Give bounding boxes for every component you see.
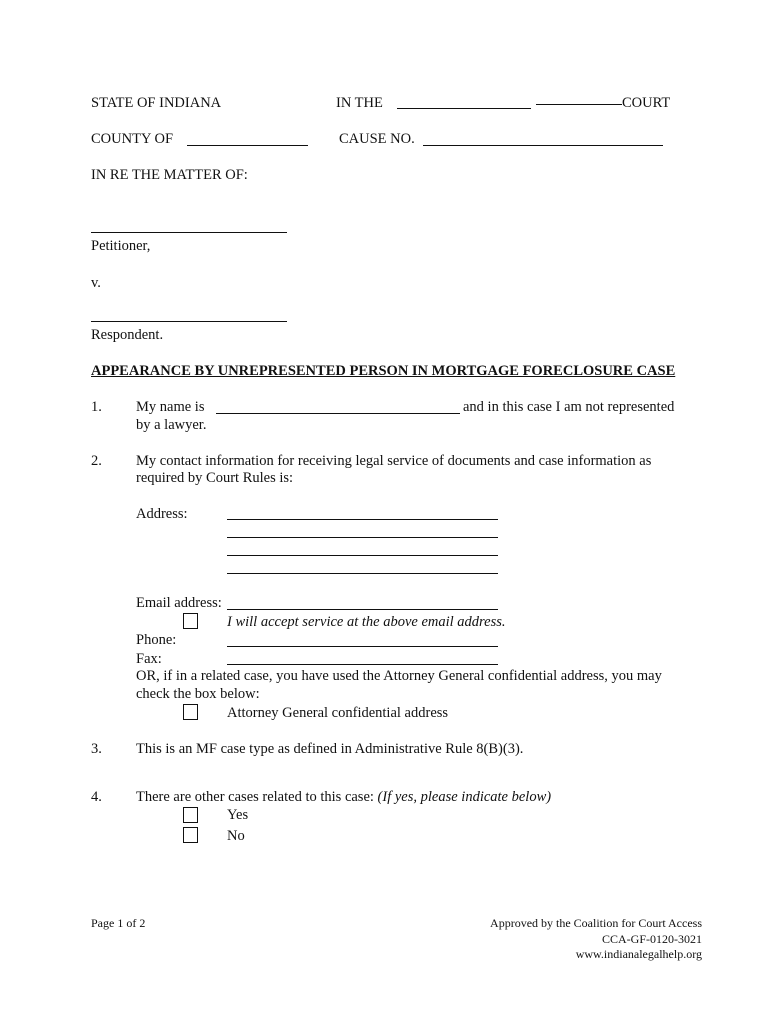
county-field[interactable] [187, 145, 308, 146]
court-name-field[interactable] [397, 108, 531, 109]
form-number: CCA-GF-0120-3021 [601, 932, 702, 946]
item-1-number: 1. [91, 399, 102, 415]
address-line-2-field[interactable] [227, 537, 498, 538]
item-4-question: There are other cases related to this case: [136, 789, 374, 805]
in-the-label: IN THE [336, 95, 383, 111]
address-line-4-field[interactable] [227, 573, 498, 574]
versus-label: v. [91, 275, 101, 291]
court-type-field[interactable] [536, 104, 622, 105]
item-1-text-c: by a lawyer. [136, 417, 207, 433]
item-1-text-a: My name is [136, 399, 205, 415]
item-2-line-2: required by Court Rules is: [136, 470, 294, 486]
item-3-number: 3. [91, 741, 102, 757]
county-label: COUNTY OF [91, 131, 174, 147]
ag-address-checkbox[interactable] [183, 704, 198, 720]
phone-field[interactable] [227, 646, 498, 647]
yes-checkbox[interactable] [183, 807, 198, 823]
accept-email-checkbox[interactable] [183, 613, 198, 629]
in-re-label: IN RE THE MATTER OF: [91, 167, 248, 183]
approved-by: Approved by the Coalition for Court Access [490, 916, 702, 930]
website-link[interactable]: www.indianalegalhelp.org [575, 947, 702, 961]
fax-label: Fax: [136, 651, 162, 667]
email-field[interactable] [227, 609, 498, 610]
ag-address-label: Attorney General confidential address [227, 705, 449, 721]
or-text-line-2: check the box below: [136, 686, 260, 702]
petitioner-label: Petitioner, [91, 238, 151, 254]
court-label: COURT [622, 95, 671, 111]
address-line-3-field[interactable] [227, 555, 498, 556]
item-2-line-1: My contact information for receiving legal service of documents and case information as [136, 453, 652, 469]
fax-field[interactable] [227, 664, 498, 665]
petitioner-name-field[interactable] [91, 232, 287, 233]
state-label: STATE OF INDIANA [91, 95, 222, 111]
item-2-number: 2. [91, 453, 102, 469]
address-label: Address: [136, 506, 188, 522]
respondent-name-field[interactable] [91, 321, 287, 322]
address-line-1-field[interactable] [227, 519, 498, 520]
item-4-text [136, 789, 551, 806]
item-4-number: 4. [91, 789, 102, 805]
cause-no-label: CAUSE NO. [339, 131, 415, 147]
page-number: Page 1 of 2 [91, 916, 146, 930]
yes-label: Yes [227, 807, 249, 823]
or-text-line-1: OR, if in a related case, you have used the Attorney General confidential address, you may [136, 668, 662, 684]
document-title: APPEARANCE BY UNREPRESENTED PERSON IN MORTGAGE FORECLOSURE CASE [91, 363, 676, 379]
email-label: Email address: [136, 595, 222, 611]
phone-label: Phone: [136, 632, 177, 648]
no-label: No [227, 828, 245, 844]
accept-email-label: I will accept service at the above email address. [227, 614, 506, 630]
item-3-text: This is an MF case type as defined in Administrative Rule 8(B)(3). [136, 741, 524, 757]
name-field[interactable] [216, 413, 460, 414]
item-1-text-b: and in this case I am not represented [463, 399, 675, 415]
item-4-hint: (If yes, please indicate below) [377, 789, 552, 805]
cause-no-field[interactable] [423, 145, 663, 146]
respondent-label: Respondent. [91, 327, 164, 343]
no-checkbox[interactable] [183, 827, 198, 843]
